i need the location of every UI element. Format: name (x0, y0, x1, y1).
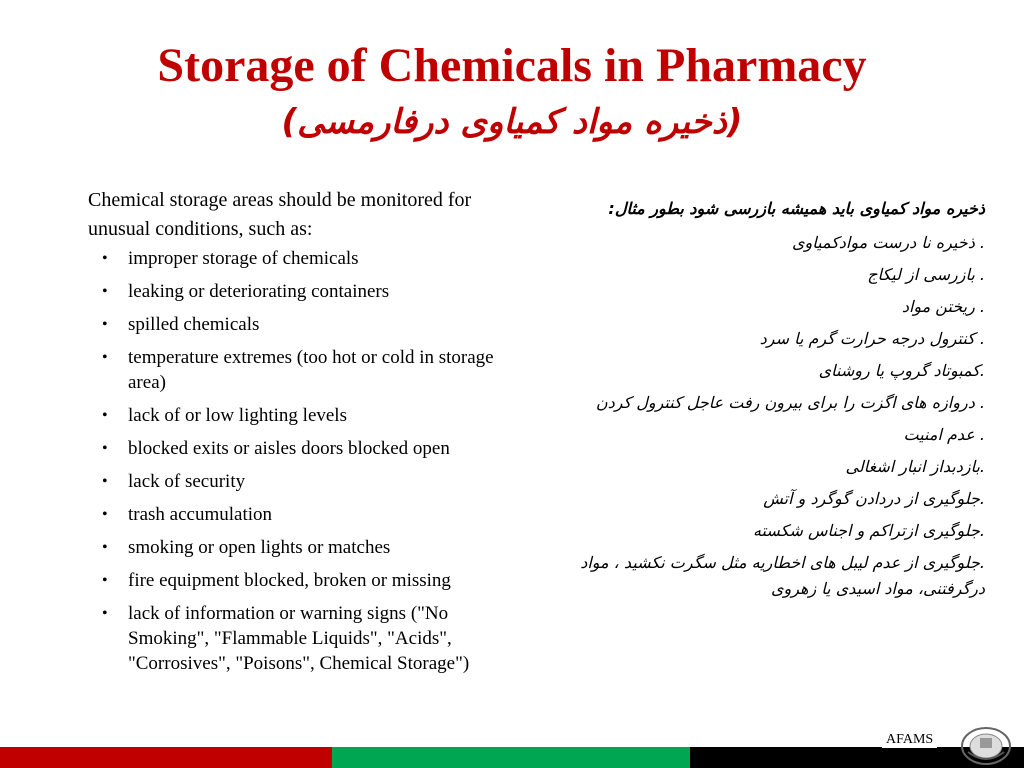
list-item: • improper storage of chemicals (102, 248, 359, 269)
list-item: • spilled chemicals (102, 314, 260, 335)
list-item: • temperature extremes (too hot or cold in storage area) (102, 347, 494, 393)
dari-list-item: . عدم امنیت (903, 425, 985, 444)
dari-intro: ذخیره مواد کمیاوی باید همیشه بازرسی شود بطور مثال: (608, 199, 985, 218)
footer-color-bar (0, 747, 1024, 768)
bullet-icon: • (102, 316, 108, 333)
bullet-icon: • (102, 605, 108, 622)
english-column (88, 186, 523, 684)
dari-list-item: .جلوگیری از عدم لیبل های اخطاریه مثل سگرت نکشید ، مواد درگرفتنی، مواد اسیدی یا زهروی (580, 553, 985, 598)
list-item: • lack of or low lighting levels (102, 405, 347, 426)
bullet-icon: • (102, 506, 108, 523)
bullet-icon: • (102, 572, 108, 589)
list-item: • trash accumulation (102, 504, 273, 525)
list-item: • lack of information or warning signs ("No Smoking", "Flammable Liquids", "Acids", "Corrosives", "Poisons", Chemical Storage") (102, 603, 470, 674)
bullet-icon: • (102, 539, 108, 556)
slide-title: Storage of Chemicals in Pharmacy (157, 39, 867, 92)
bullet-icon: • (102, 440, 108, 457)
dari-list-item: .کمبوتاد گروپ یا روشنای (818, 361, 985, 380)
dari-list-item: .بازدبداز انبار اشغالی (845, 457, 985, 476)
dari-list-item: . بازرسی از لیکاج (867, 265, 985, 284)
dari-list-item: .جلوگیری از دردادن گوگرد و آتش (763, 489, 985, 508)
afghan-emblem-icon (958, 722, 1014, 766)
bullet-icon: • (102, 283, 108, 300)
english-list (88, 246, 523, 676)
footer-green-segment (332, 747, 690, 768)
footer-label: AFAMS (882, 732, 937, 748)
list-item: • fire equipment blocked, broken or missing (102, 570, 451, 591)
dari-list-item: . دروازه های اگزت را برای بیرون رفت عاجل کنترول کردن (595, 393, 985, 412)
dari-list-item: . کنترول درجه حرارت گرم یا سرد (759, 329, 985, 348)
bullet-icon: • (102, 473, 108, 490)
footer-red-segment (0, 747, 332, 768)
bullet-icon: • (102, 349, 108, 366)
slide-subtitle: (ذخیره مواد کمیاوی درفارمسی) (281, 102, 743, 142)
dari-list-item: . ریختن مواد (901, 297, 985, 316)
bullet-icon: • (102, 407, 108, 424)
dari-list-item: . ذخیره نا درست موادکمیاوی (791, 233, 985, 252)
dari-column (545, 196, 985, 608)
dari-list-item: .جلوگیری ازتراکم و اجناس شکسته (752, 521, 985, 540)
list-item: • leaking or deteriorating containers (102, 281, 390, 302)
english-intro: Chemical storage areas should be monitored for unusual conditions, such as: (88, 189, 472, 240)
list-item: • smoking or open lights or matches (102, 537, 391, 558)
list-item: • lack of security (102, 471, 246, 492)
list-item: • blocked exits or aisles doors blocked open (102, 438, 450, 459)
bullet-icon: • (102, 250, 108, 267)
